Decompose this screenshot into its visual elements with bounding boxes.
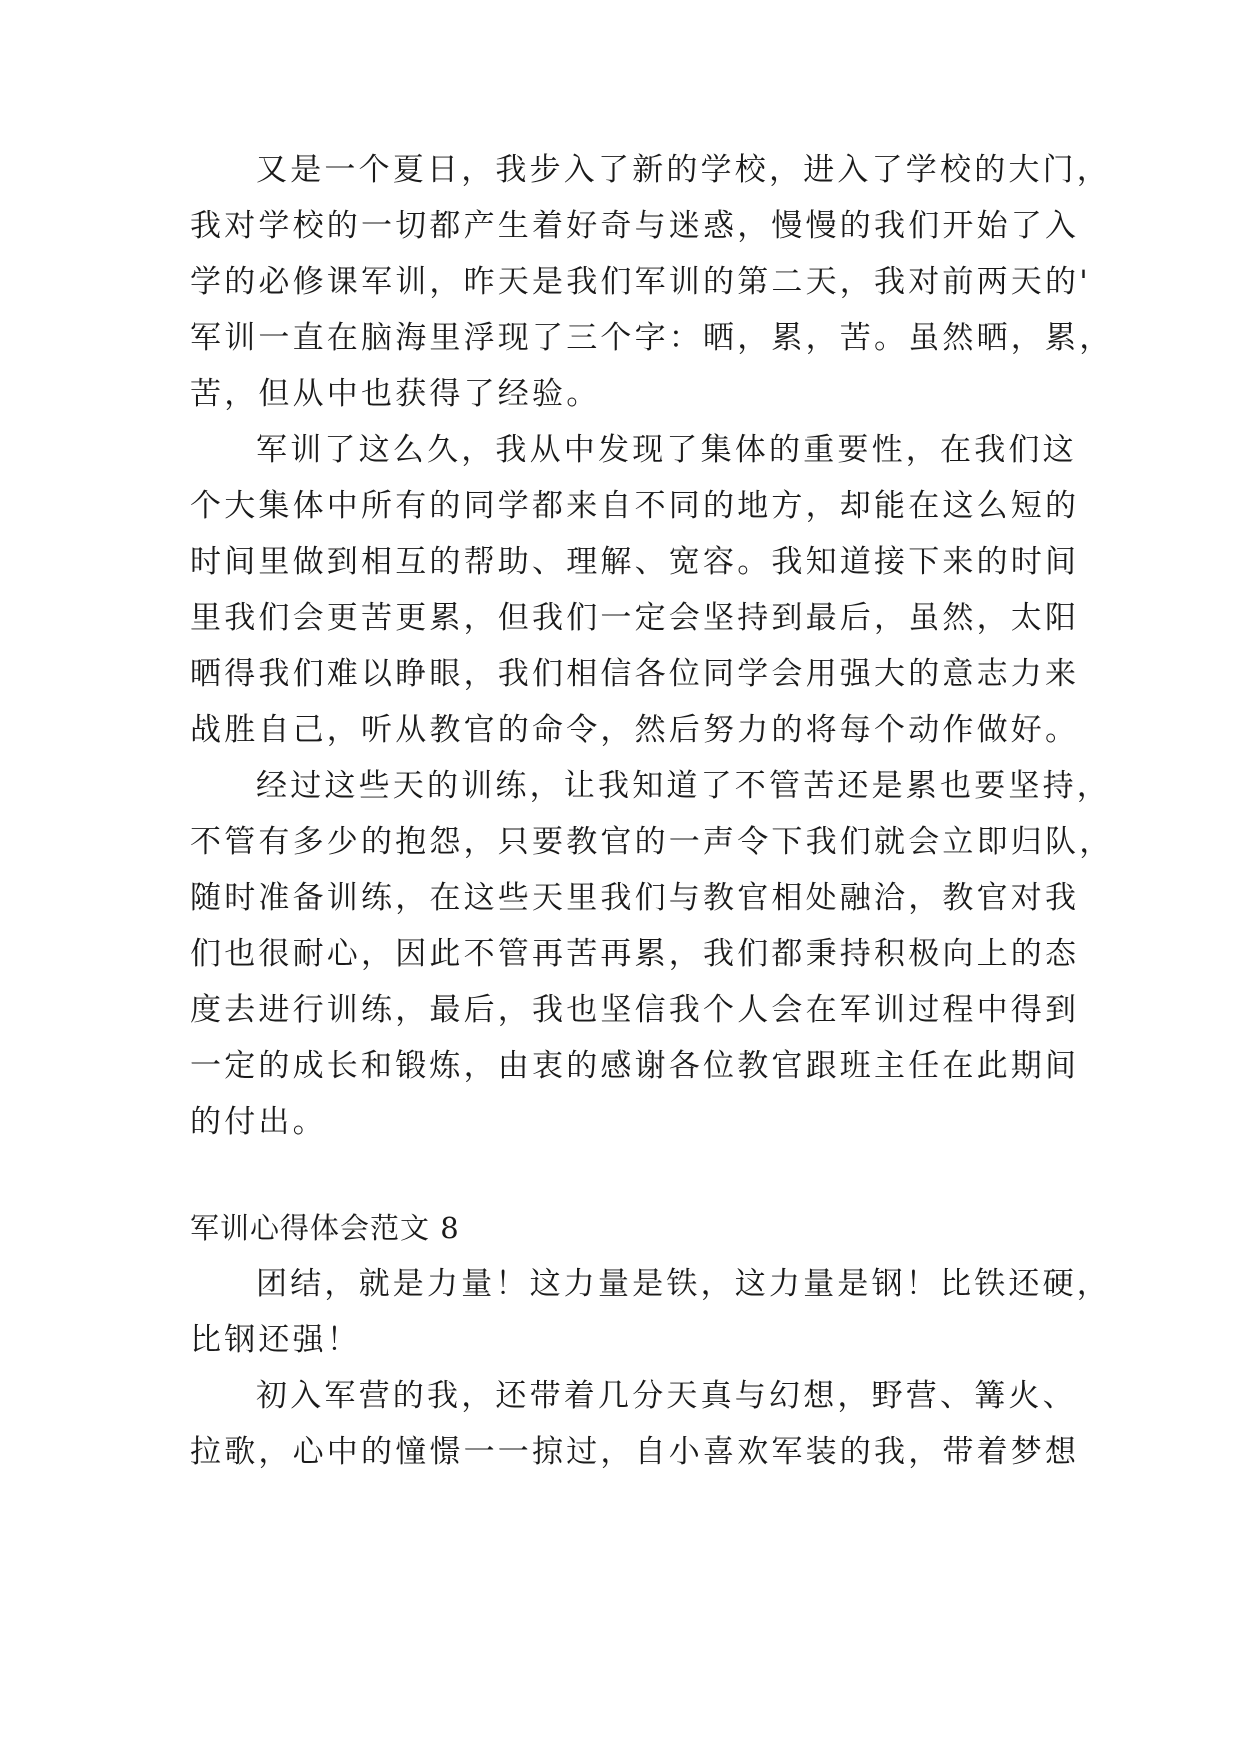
paragraph-1-line-4: 军训一直在脑海里浮现了三个字：晒，累，苦。虽然晒，累， xyxy=(190,320,1114,356)
section-paragraph-1-line-2: 比钢还强！ xyxy=(190,1322,361,1358)
section-paragraph-2-line-1: 初入军营的我，还带着几分天真与幻想，野营、篝火、 xyxy=(256,1378,1077,1414)
paragraph-3-line-4: 们也很耐心，因此不管再苦再累，我们都秉持积极向上的态 xyxy=(190,936,1080,972)
paragraph-1-line-1: 又是一个夏日，我步入了新的学校，进入了学校的大门， xyxy=(256,152,1111,188)
paragraph-2-line-1: 军训了这么久，我从中发现了集体的重要性，在我们这 xyxy=(256,432,1077,468)
paragraph-2-line-3: 时间里做到相互的帮助、理解、宽容。我知道接下来的时间 xyxy=(190,544,1080,580)
paragraph-2-line-4: 里我们会更苦更累，但我们一定会坚持到最后，虽然，太阳 xyxy=(190,600,1080,636)
paragraph-2-line-6: 战胜自己，听从教官的命令，然后努力的将每个动作做好。 xyxy=(190,712,1080,748)
paragraph-1-line-2: 我对学校的一切都产生着好奇与迷惑，慢慢的我们开始了入 xyxy=(190,208,1080,244)
paragraph-3-line-6: 一定的成长和锻炼，由衷的感谢各位教官跟班主任在此期间 xyxy=(190,1048,1080,1084)
paragraph-1-line-3: 学的必修课军训，昨天是我们军训的第二天，我对前两天的' xyxy=(190,264,1091,300)
paragraph-3-line-7: 的付出。 xyxy=(190,1104,327,1140)
section-heading: 军训心得体会范文 8 xyxy=(190,1211,460,1245)
section-paragraph-1-line-1: 团结，就是力量！这力量是铁，这力量是钢！比铁还硬， xyxy=(256,1266,1111,1302)
paragraph-3-line-2: 不管有多少的抱怨，只要教官的一声令下我们就会立即归队， xyxy=(190,824,1114,860)
paragraph-3-line-5: 度去进行训练，最后，我也坚信我个人会在军训过程中得到 xyxy=(190,992,1080,1028)
paragraph-1-line-5: 苦，但从中也获得了经验。 xyxy=(190,376,601,412)
paragraph-3-line-1: 经过这些天的训练，让我知道了不管苦还是累也要坚持， xyxy=(256,768,1111,804)
paragraph-2-line-5: 晒得我们难以睁眼，我们相信各位同学会用强大的意志力来 xyxy=(190,656,1080,692)
section-paragraph-2-line-2: 拉歌，心中的憧憬一一掠过，自小喜欢军装的我，带着梦想 xyxy=(190,1434,1080,1470)
paragraph-2-line-2: 个大集体中所有的同学都来自不同的地方，却能在这么短的 xyxy=(190,488,1080,524)
paragraph-3-line-3: 随时准备训练，在这些天里我们与教官相处融洽，教官对我 xyxy=(190,880,1080,916)
